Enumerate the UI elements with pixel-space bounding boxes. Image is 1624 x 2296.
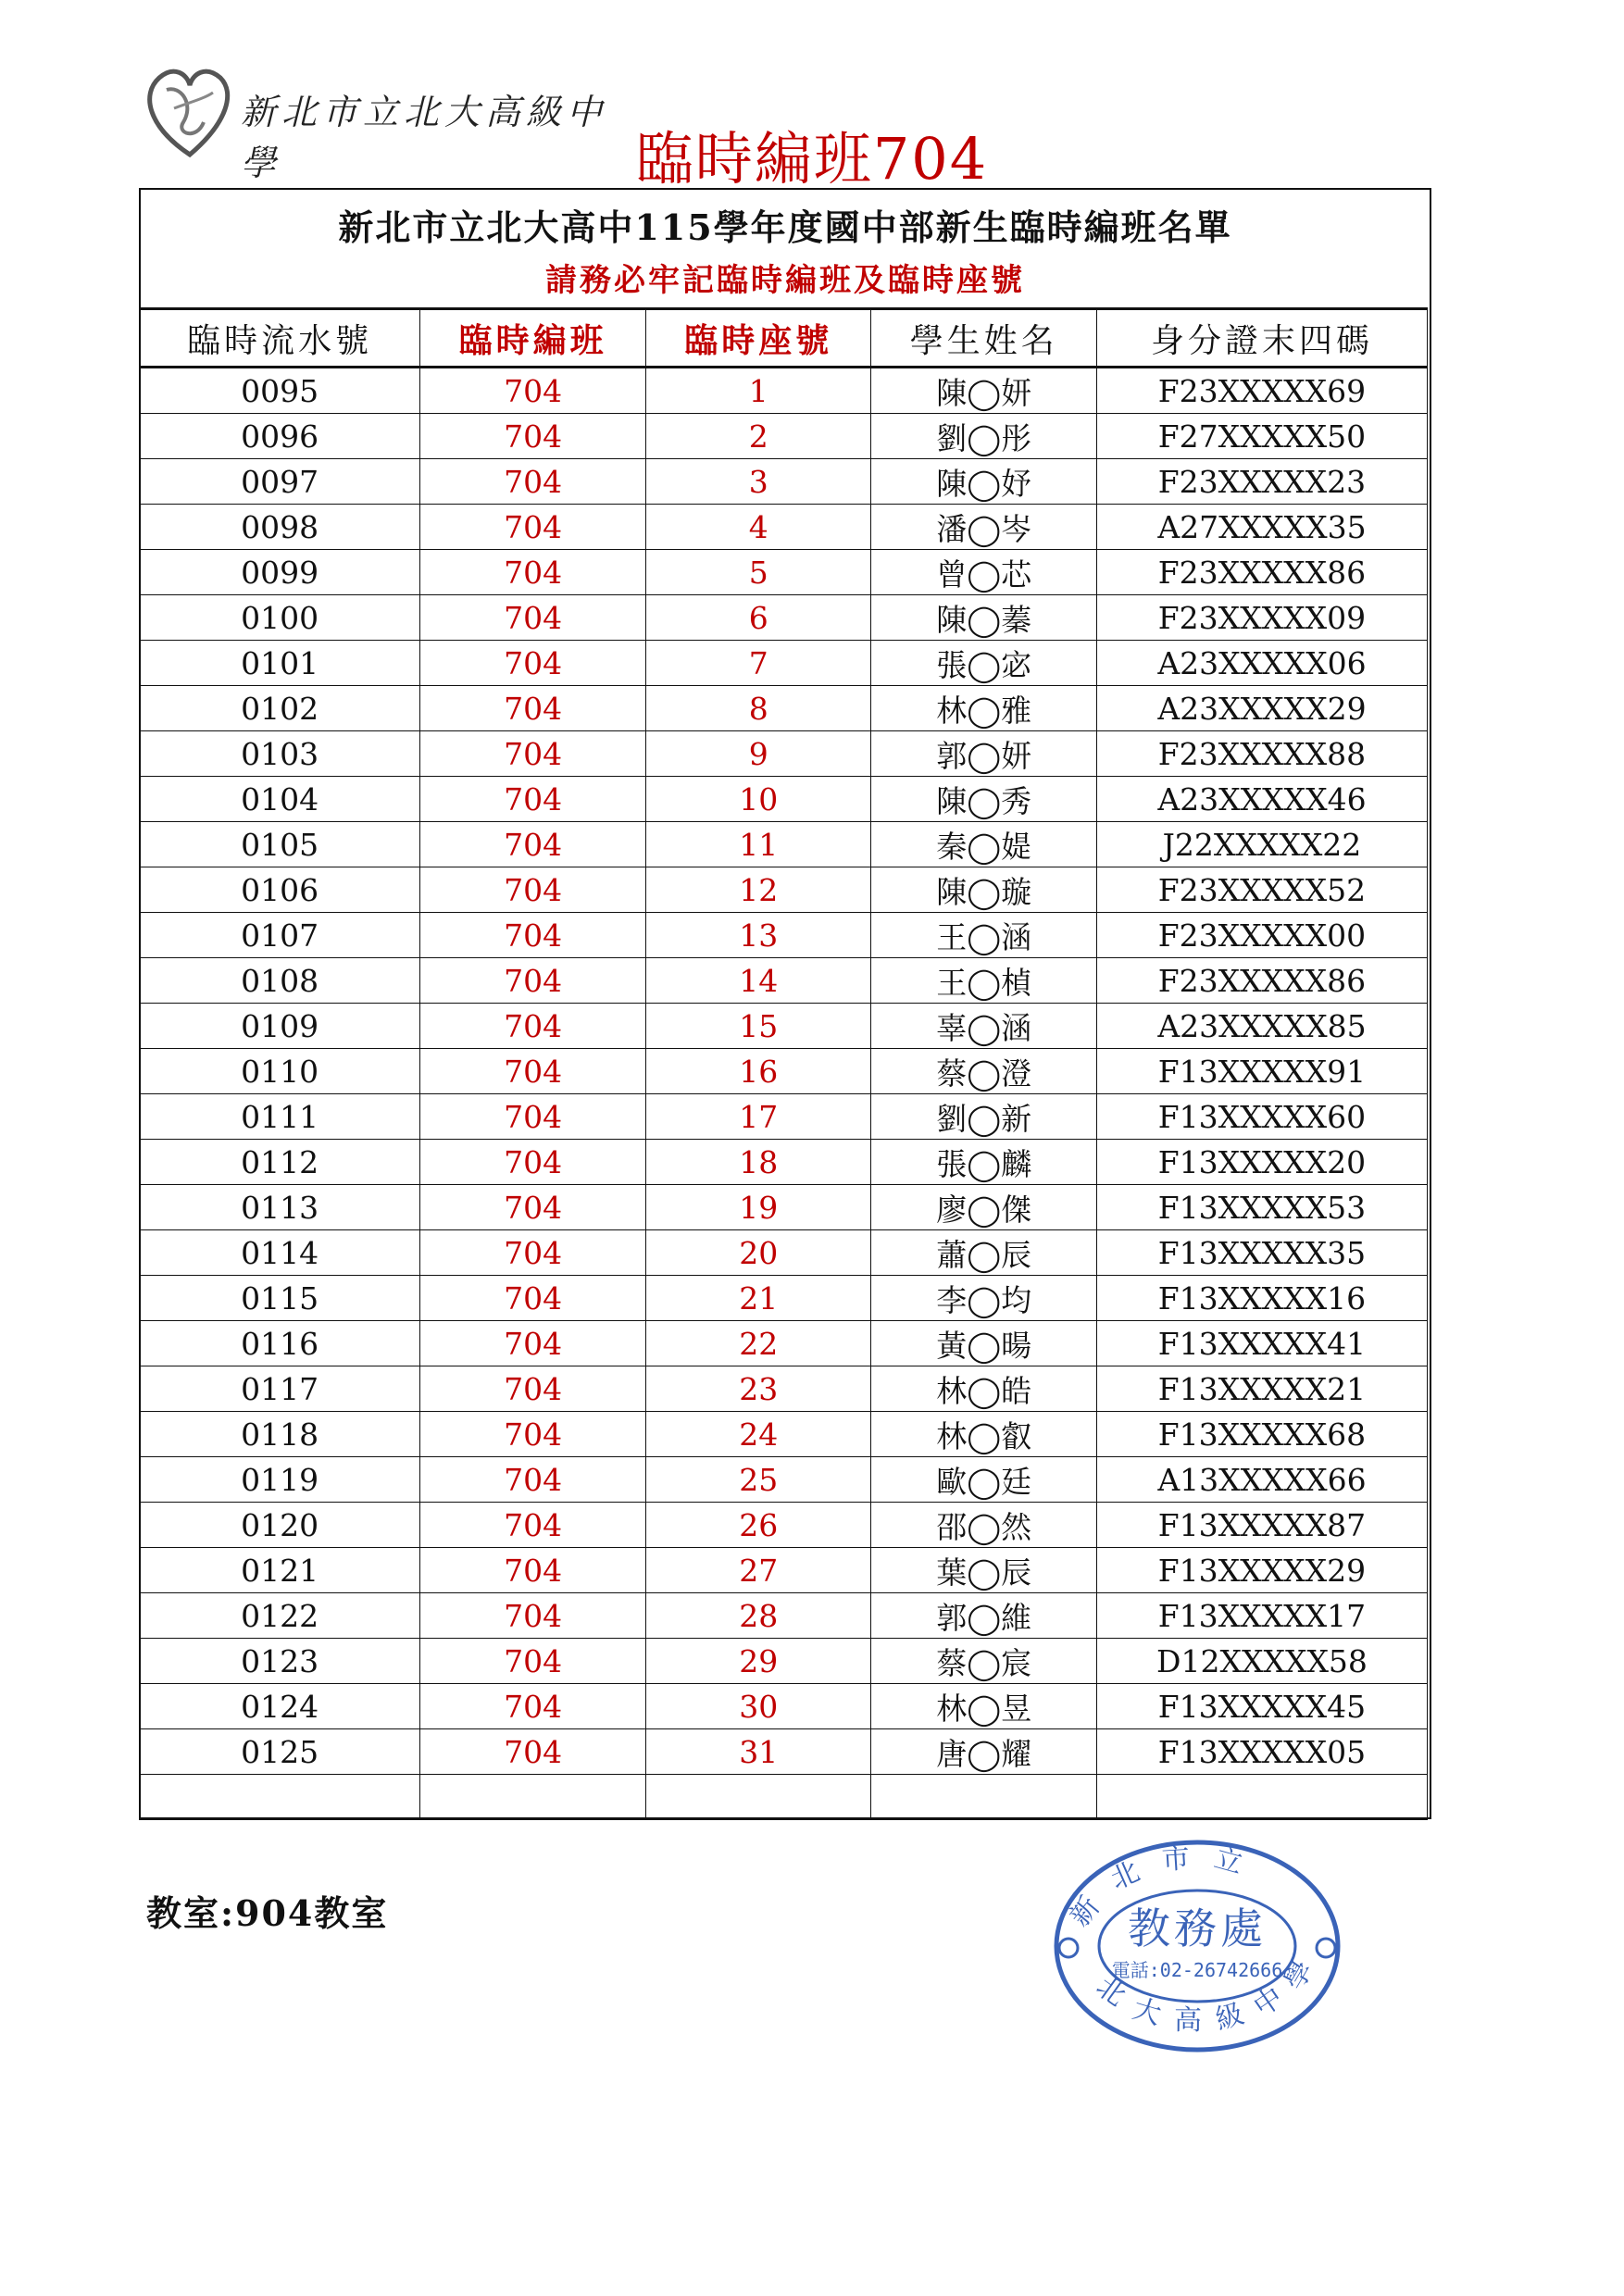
cell-name: 陳◯妍 (871, 368, 1096, 414)
cell-name: 劉◯彤 (871, 414, 1096, 459)
cell-id: F13XXXXX91 (1096, 1049, 1427, 1094)
cell-class: 704 (420, 913, 646, 958)
cell-id: F13XXXXX35 (1096, 1230, 1427, 1276)
cell-name: 張◯宓 (871, 641, 1096, 686)
cell-class: 704 (420, 1276, 646, 1321)
column-header-class: 臨時編班 (420, 309, 646, 368)
cell-id: F23XXXXX86 (1096, 550, 1427, 595)
table-row (140, 1593, 1428, 1639)
cell-id: F23XXXXX69 (1096, 368, 1427, 414)
column-header-id: 身分證末四碼 (1096, 309, 1427, 368)
cell-class: 704 (420, 595, 646, 641)
cell-seat: 29 (645, 1639, 870, 1684)
cell-seat: 2 (645, 414, 870, 459)
cell-serial: 0110 (140, 1049, 420, 1094)
cell-name: 王◯涵 (871, 913, 1096, 958)
cell-class: 704 (420, 1593, 646, 1639)
cell-id: A27XXXXX35 (1096, 505, 1427, 550)
table-row (140, 550, 1428, 595)
roster-body (140, 368, 1428, 1820)
empty-cell (645, 1775, 870, 1820)
cell-serial: 0125 (140, 1729, 420, 1775)
table-row (140, 867, 1428, 913)
seal-stamp-icon (1044, 1835, 1350, 2057)
cell-seat: 1 (645, 368, 870, 414)
cell-seat: 14 (645, 958, 870, 1004)
cell-seat: 4 (645, 505, 870, 550)
cell-name: 郭◯妍 (871, 731, 1096, 777)
cell-seat: 24 (645, 1412, 870, 1457)
cell-name: 林◯雅 (871, 686, 1096, 731)
cell-serial: 0105 (140, 822, 420, 867)
table-row (140, 459, 1428, 505)
cell-serial: 0114 (140, 1230, 420, 1276)
cell-seat: 19 (645, 1185, 870, 1230)
svg-text:新北市立: 新北市立 (1063, 1841, 1268, 1933)
cell-class: 704 (420, 641, 646, 686)
cell-serial: 0122 (140, 1593, 420, 1639)
cell-name: 郭◯維 (871, 1593, 1096, 1639)
table-row (140, 1276, 1428, 1321)
logo-text: 新北市立北大高級中學 (241, 92, 608, 183)
cell-id: F13XXXXX20 (1096, 1140, 1427, 1185)
cell-seat: 9 (645, 731, 870, 777)
cell-serial: 0100 (140, 595, 420, 641)
cell-name: 林◯昱 (871, 1684, 1096, 1729)
cell-seat: 17 (645, 1094, 870, 1140)
cell-serial: 0111 (140, 1094, 420, 1140)
table-row (140, 731, 1428, 777)
cell-id: F23XXXXX86 (1096, 958, 1427, 1004)
empty-cell (140, 1775, 420, 1820)
cell-serial: 0116 (140, 1321, 420, 1366)
cell-name: 唐◯耀 (871, 1729, 1096, 1775)
cell-name: 蕭◯辰 (871, 1230, 1096, 1276)
table-row (140, 414, 1428, 459)
svg-text:電話:02-26742666: 電話:02-26742666 (1111, 1959, 1283, 1981)
cell-class: 704 (420, 1185, 646, 1230)
cell-class: 704 (420, 368, 646, 414)
cell-name: 曾◯芯 (871, 550, 1096, 595)
cell-id: A13XXXXX66 (1096, 1457, 1427, 1503)
table-row (140, 1140, 1428, 1185)
empty-table-row (140, 1775, 1428, 1820)
cell-id: F13XXXXX21 (1096, 1366, 1427, 1412)
cell-id: F23XXXXX23 (1096, 459, 1427, 505)
cell-class: 704 (420, 822, 646, 867)
page-title: 臨時編班704 (635, 125, 989, 193)
empty-cell (871, 1775, 1096, 1820)
cell-serial: 0123 (140, 1639, 420, 1684)
cell-name: 潘◯岑 (871, 505, 1096, 550)
cell-seat: 27 (645, 1548, 870, 1593)
cell-serial: 0095 (140, 368, 420, 414)
table-row (140, 368, 1428, 414)
cell-name: 蔡◯宸 (871, 1639, 1096, 1684)
cell-class: 704 (420, 459, 646, 505)
table-row (140, 641, 1428, 686)
cell-id: A23XXXXX06 (1096, 641, 1427, 686)
cell-seat: 3 (645, 459, 870, 505)
cell-id: F13XXXXX45 (1096, 1684, 1427, 1729)
roster-frame (139, 188, 1431, 1819)
empty-cell (420, 1775, 646, 1820)
cell-seat: 13 (645, 913, 870, 958)
cell-id: F13XXXXX87 (1096, 1503, 1427, 1548)
office-stamp (1044, 1835, 1350, 2057)
table-row (140, 1503, 1428, 1548)
empty-cell (1096, 1775, 1427, 1820)
cell-serial: 0119 (140, 1457, 420, 1503)
cell-class: 704 (420, 550, 646, 595)
cell-seat: 12 (645, 867, 870, 913)
cell-id: F13XXXXX29 (1096, 1548, 1427, 1593)
document-heading: 新北市立北大高中115學年度國中部新生臨時編班名單 (338, 206, 1232, 248)
cell-seat: 8 (645, 686, 870, 731)
table-row (140, 1457, 1428, 1503)
cell-class: 704 (420, 731, 646, 777)
cell-serial: 0112 (140, 1140, 420, 1185)
cell-id: J22XXXXX22 (1096, 822, 1427, 867)
cell-serial: 0096 (140, 414, 420, 459)
cell-seat: 15 (645, 1004, 870, 1049)
cell-id: A23XXXXX46 (1096, 777, 1427, 822)
cell-class: 704 (420, 1412, 646, 1457)
table-row (140, 1321, 1428, 1366)
cell-serial: 0124 (140, 1684, 420, 1729)
column-header-seat: 臨時座號 (645, 309, 870, 368)
table-row (140, 822, 1428, 867)
cell-serial: 0115 (140, 1276, 420, 1321)
cell-name: 林◯叡 (871, 1412, 1096, 1457)
table-row (140, 595, 1428, 641)
cell-seat: 5 (645, 550, 870, 595)
cell-class: 704 (420, 958, 646, 1004)
cell-id: F13XXXXX16 (1096, 1276, 1427, 1321)
column-header-serial: 臨時流水號 (140, 309, 420, 368)
cell-id: F23XXXXX00 (1096, 913, 1427, 958)
cell-class: 704 (420, 505, 646, 550)
cell-id: F23XXXXX88 (1096, 731, 1427, 777)
table-row (140, 1004, 1428, 1049)
cell-name: 蔡◯澄 (871, 1049, 1096, 1094)
cell-serial: 0113 (140, 1185, 420, 1230)
cell-serial: 0117 (140, 1366, 420, 1412)
table-row (140, 1729, 1428, 1775)
cell-id: D12XXXXX58 (1096, 1639, 1427, 1684)
cell-name: 陳◯妤 (871, 459, 1096, 505)
cell-serial: 0097 (140, 459, 420, 505)
table-row (140, 1230, 1428, 1276)
cell-name: 陳◯秀 (871, 777, 1096, 822)
table-row (140, 1548, 1428, 1593)
cell-id: F13XXXXX60 (1096, 1094, 1427, 1140)
cell-serial: 0103 (140, 731, 420, 777)
table-row (140, 1094, 1428, 1140)
cell-name: 辜◯涵 (871, 1004, 1096, 1049)
cell-seat: 10 (645, 777, 870, 822)
cell-name: 秦◯媞 (871, 822, 1096, 867)
cell-serial: 0101 (140, 641, 420, 686)
cell-class: 704 (420, 1548, 646, 1593)
cell-name: 歐◯廷 (871, 1457, 1096, 1503)
cell-id: F13XXXXX53 (1096, 1185, 1427, 1230)
table-row (140, 777, 1428, 822)
cell-id: F13XXXXX41 (1096, 1321, 1427, 1366)
cell-serial: 0098 (140, 505, 420, 550)
cell-id: F13XXXXX68 (1096, 1412, 1427, 1457)
cell-serial: 0121 (140, 1548, 420, 1593)
cell-name: 邵◯然 (871, 1503, 1096, 1548)
cell-serial: 0118 (140, 1412, 420, 1457)
cell-name: 林◯皓 (871, 1366, 1096, 1412)
cell-id: A23XXXXX85 (1096, 1004, 1427, 1049)
cell-seat: 6 (645, 595, 870, 641)
cell-serial: 0120 (140, 1503, 420, 1548)
cell-serial: 0108 (140, 958, 420, 1004)
cell-name: 葉◯辰 (871, 1548, 1096, 1593)
cell-seat: 26 (645, 1503, 870, 1548)
cell-class: 704 (420, 1321, 646, 1366)
cell-serial: 0106 (140, 867, 420, 913)
cell-class: 704 (420, 1503, 646, 1548)
cell-class: 704 (420, 414, 646, 459)
table-row (140, 1049, 1428, 1094)
cell-name: 黃◯暘 (871, 1321, 1096, 1366)
cell-seat: 7 (645, 641, 870, 686)
cell-name: 廖◯傑 (871, 1185, 1096, 1230)
table-row (140, 686, 1428, 731)
cell-seat: 21 (645, 1276, 870, 1321)
cell-class: 704 (420, 1049, 646, 1094)
cell-id: F27XXXXX50 (1096, 414, 1427, 459)
cell-seat: 16 (645, 1049, 870, 1094)
cell-serial: 0107 (140, 913, 420, 958)
cell-class: 704 (420, 1230, 646, 1276)
cell-seat: 23 (645, 1366, 870, 1412)
table-row (140, 958, 1428, 1004)
cell-class: 704 (420, 777, 646, 822)
cell-id: F23XXXXX09 (1096, 595, 1427, 641)
table-row (140, 1185, 1428, 1230)
svg-text:教務處: 教務處 (1128, 1903, 1267, 1953)
cell-class: 704 (420, 1639, 646, 1684)
cell-id: F13XXXXX05 (1096, 1729, 1427, 1775)
cell-seat: 25 (645, 1457, 870, 1503)
table-row (140, 1366, 1428, 1412)
cell-serial: 0109 (140, 1004, 420, 1049)
cell-class: 704 (420, 1684, 646, 1729)
document-subheading: 請務必牢記臨時編班及臨時座號 (545, 262, 1025, 299)
cell-seat: 28 (645, 1593, 870, 1639)
cell-id: F13XXXXX17 (1096, 1593, 1427, 1639)
cell-class: 704 (420, 1729, 646, 1775)
cell-name: 劉◯新 (871, 1094, 1096, 1140)
cell-name: 李◯均 (871, 1276, 1096, 1321)
cell-serial: 0104 (140, 777, 420, 822)
cell-name: 王◯楨 (871, 958, 1096, 1004)
table-row (140, 1684, 1428, 1729)
cell-name: 張◯麟 (871, 1140, 1096, 1185)
cell-serial: 0102 (140, 686, 420, 731)
cell-name: 陳◯蓁 (871, 595, 1096, 641)
cell-seat: 11 (645, 822, 870, 867)
classroom-note: 教室:904教室 (146, 1892, 389, 1934)
cell-seat: 20 (645, 1230, 870, 1276)
cell-class: 704 (420, 686, 646, 731)
cell-serial: 0099 (140, 550, 420, 595)
roster-table (139, 307, 1428, 1820)
cell-seat: 22 (645, 1321, 870, 1366)
cell-class: 704 (420, 1366, 646, 1412)
cell-class: 704 (420, 1140, 646, 1185)
cell-class: 704 (420, 867, 646, 913)
cell-id: A23XXXXX29 (1096, 686, 1427, 731)
cell-class: 704 (420, 1457, 646, 1503)
cell-seat: 31 (645, 1729, 870, 1775)
cell-id: F23XXXXX52 (1096, 867, 1427, 913)
svg-text:北大高級中學: 北大高級中學 (1090, 1940, 1329, 2038)
column-header-name: 學生姓名 (871, 309, 1096, 368)
cell-seat: 18 (645, 1140, 870, 1185)
table-row (140, 913, 1428, 958)
cell-name: 陳◯璇 (871, 867, 1096, 913)
table-row (140, 1412, 1428, 1457)
table-header-row (140, 309, 1428, 368)
cell-seat: 30 (645, 1684, 870, 1729)
table-row (140, 505, 1428, 550)
cell-class: 704 (420, 1004, 646, 1049)
table-row (140, 1639, 1428, 1684)
cell-class: 704 (420, 1094, 646, 1140)
